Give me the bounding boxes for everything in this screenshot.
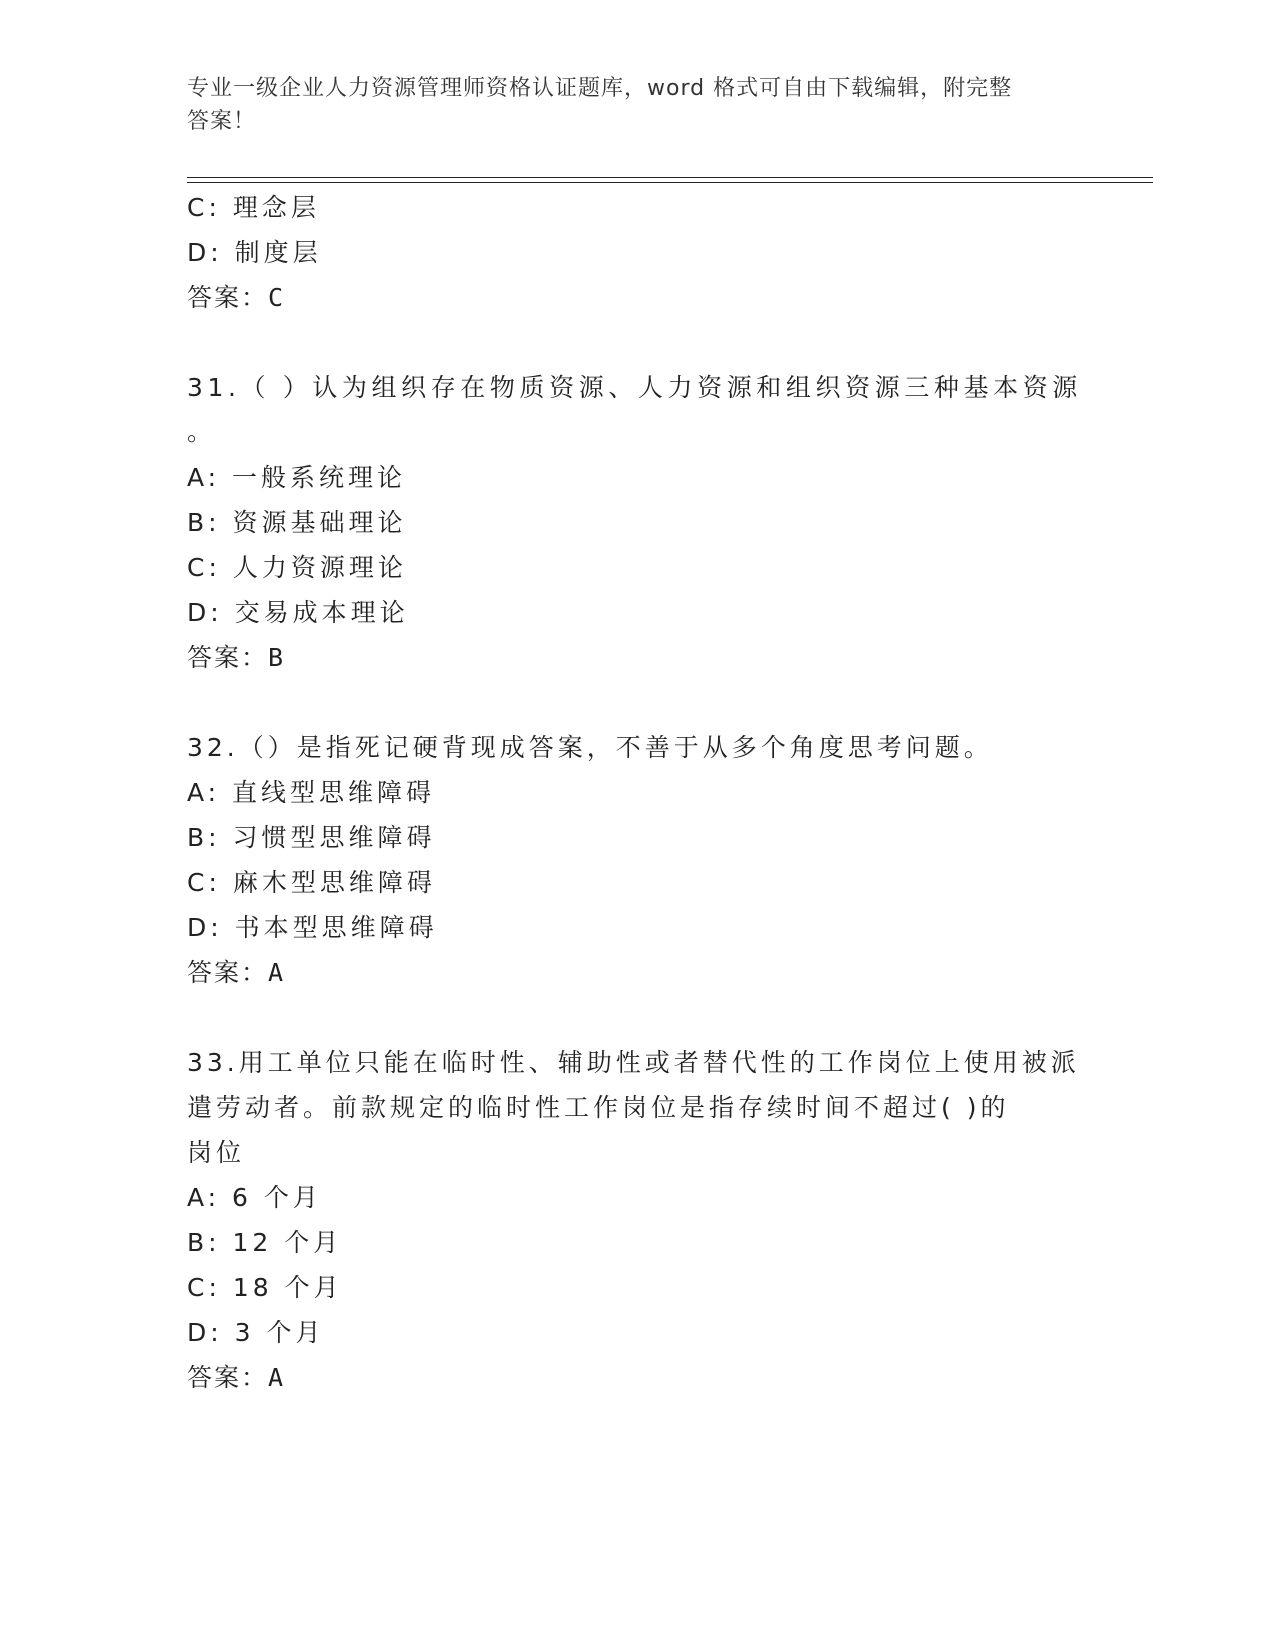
q31-option-a: A: 一般系统理论 [187, 463, 407, 492]
q31-answer [187, 642, 284, 674]
answer-value: A [268, 958, 285, 987]
q32-option-a: A: 直线型思维障碍 [187, 778, 436, 807]
q32-option-b: B: 习惯型思维障碍 [187, 823, 436, 852]
answer-label: 答案： [187, 1363, 269, 1392]
q33-answer [187, 1362, 284, 1394]
q31-stem-line-1: 31.（ ）认为组织存在物质资源、人力资源和组织资源三种基本资源 [187, 373, 1082, 402]
q33-stem-line-3: 岗位 [187, 1138, 246, 1167]
q32-option-d: D: 书本型思维障碍 [187, 913, 438, 942]
q32-stem-line-1: 32.（）是指死记硬背现成答案，不善于从多个角度思考问题。 [187, 733, 993, 762]
q33-option-a: A: 6 个月 [187, 1183, 322, 1212]
q33-option-d: D: 3 个月 [187, 1318, 325, 1347]
q33-stem-line-2: 遣劳动者。前款规定的临时性工作岗位是指存续时间不超过( )的 [187, 1093, 1010, 1122]
header-divider-bottom [187, 182, 1153, 183]
q30-option-d: D: 制度层 [187, 238, 322, 267]
header-line-2: 答案！ [187, 109, 257, 134]
answer-value: B [268, 643, 285, 672]
answer-value: A [268, 1363, 285, 1392]
q31-option-d: D: 交易成本理论 [187, 598, 409, 627]
q30-option-c: C: 理念层 [187, 193, 320, 222]
q31-option-c: C: 人力资源理论 [187, 553, 407, 582]
q33-option-b: B: 12 个月 [187, 1228, 343, 1257]
q33-stem-line-1: 33.用工单位只能在临时性、辅助性或者替代性的工作岗位上使用被派 [187, 1048, 1080, 1077]
header-divider-top [187, 177, 1153, 178]
q32-option-c: C: 麻木型思维障碍 [187, 868, 436, 897]
q31-stem-line-2: 。 [187, 417, 217, 446]
answer-label: 答案： [187, 958, 269, 987]
q33-option-c: C: 18 个月 [187, 1273, 343, 1302]
document-header [187, 72, 1067, 138]
answer-label: 答案： [187, 643, 269, 672]
q32-answer [187, 957, 284, 989]
answer-value: C [268, 283, 285, 312]
q31-option-b: B: 资源基础理论 [187, 508, 407, 537]
header-line-1: 专业一级企业人力资源管理师资格认证题库，word 格式可自由下载编辑，附完整 [187, 76, 1013, 101]
q30-answer [187, 282, 284, 314]
answer-label: 答案： [187, 283, 269, 312]
